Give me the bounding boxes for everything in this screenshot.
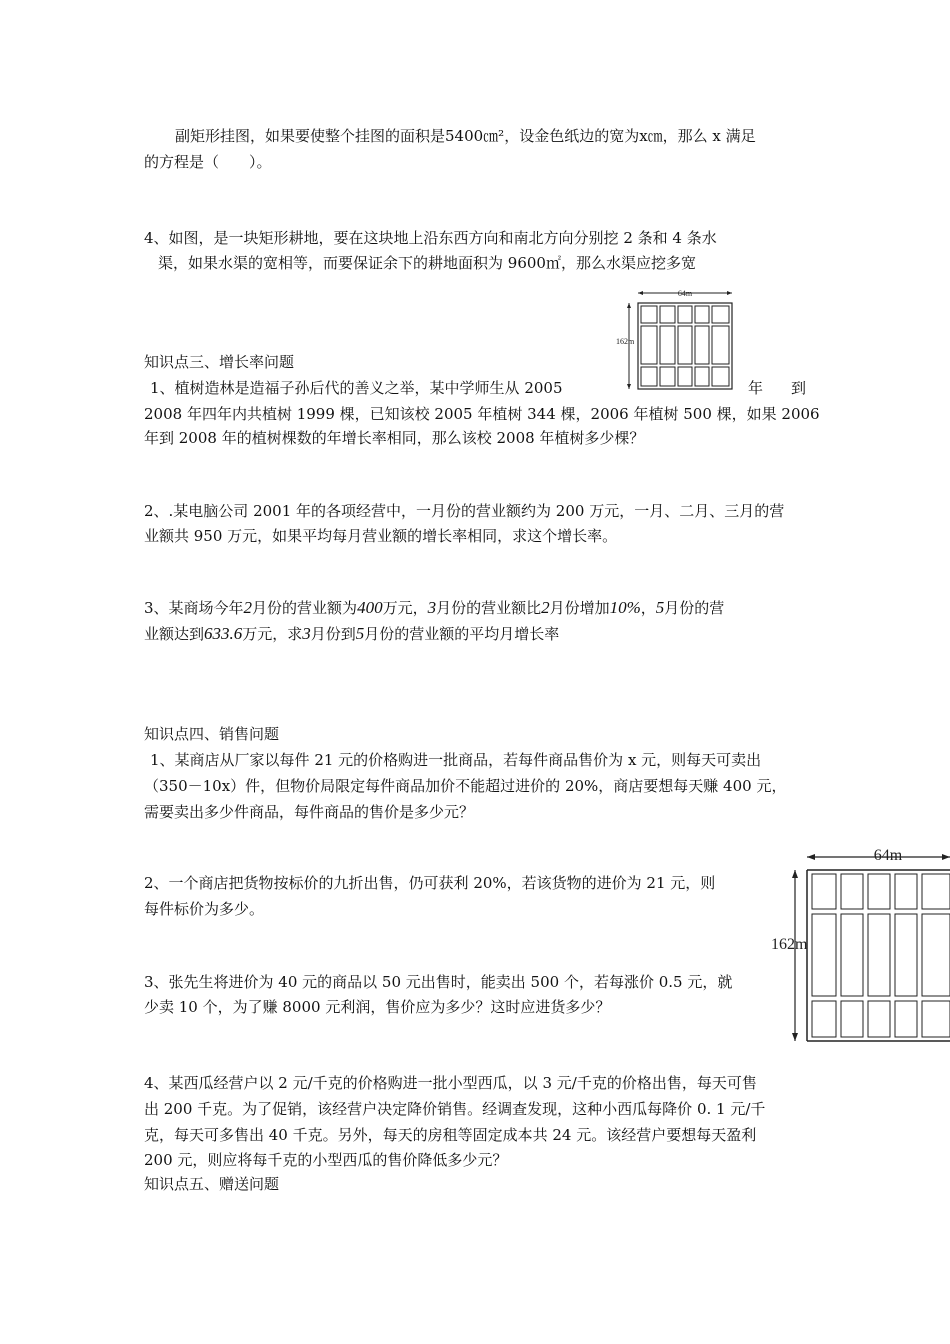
s3q3-num-3: 3 (427, 598, 437, 617)
s4q3-line1: 3、张先生将进价为 40 元的商品以 50 元出售时，能卖出 500 个，若每涨价 0.5 元，就 (144, 973, 733, 991)
s4q4-line4: 200 元，则应将每千克的小型西瓜的售价降低多少元？ (144, 1151, 508, 1169)
s3q2-line2: 业额共 950 万元，如果平均每月营业额的增长率相同，求这个增长率。 (144, 527, 618, 545)
s3q1-line1a: 1、植树造林是造福子孙后代的善义之举，某中学师生从 2005 (150, 379, 563, 397)
s4q1-line3: 需要卖出多少件商品，每件商品的售价是多少元？ (144, 803, 475, 821)
s3q1-line2: 2008 年四年内共植树 1999 棵，已知该校 2005 年植树 344 棵，2006 年植树 500 棵，如果 2006 (144, 405, 820, 423)
s3q3-text-b: 月份的营业额为 (252, 599, 358, 617)
s3q3-line2 (144, 622, 559, 646)
s3q3-text-f: ， (640, 599, 656, 617)
s3q3-num-9: 5 (355, 624, 365, 643)
field-diagram-small (614, 286, 738, 392)
s4q1-line2: （350－10x）件，但物价局限定每件商品加价不能超过进价的 20%，商店要想每天赚 400 元， (144, 777, 787, 795)
s4q4-line2: 出 200 千克。为了促销，该经营户决定降价销售。经调查发现，这种小西瓜每降价 0. 1 元/千 (144, 1100, 766, 1118)
s3q3-text-d: 月份的营业额比 (436, 599, 542, 617)
s3q1-line1b: 年 (748, 379, 764, 397)
s4q2-line1: 2、一个商店把货物按标价的九折出售，仍可获利 20%，若该货物的进价为 21 元，则 (144, 874, 716, 892)
width-label-large: 64m (873, 847, 903, 864)
s3q3-text-j: 月份到 (310, 625, 356, 643)
s4q2-line2: 每件标价为多少。 (144, 900, 265, 918)
s4q1-line1: 1、某商店从厂家以每件 21 元的价格购进一批商品，若每件商品售价为 x 元，则每天可卖出 (150, 751, 762, 769)
s4q4-line3: 克，每天可多售出 40 千克。另外，每天的房租等固定成本共 24 元。该经营户要想每天盈利 (144, 1126, 757, 1144)
s3q3-num-2: 400 (357, 598, 383, 617)
s3q2-line1: 2、.某电脑公司 2001 年的各项经营中，一月份的营业额约为 200 万元，一月、二月、三月的营 (144, 502, 785, 520)
section4-heading: 知识点四、销售问题 (144, 725, 280, 743)
s3q3-line1 (144, 596, 724, 620)
s3q1-line1c: 到 (791, 379, 807, 397)
s3q3-text-h: 业额达到 (144, 625, 205, 643)
s3q3-text-c: 万元， (382, 599, 428, 617)
field-diagram-large (770, 842, 950, 1047)
s3q3-text-g: 月份的营 (664, 599, 725, 617)
p1-line1: 副矩形挂图，如果要使整个挂图的面积是5400㎝²，设金色纸边的宽为x㎝，那么 x 满足 (175, 127, 756, 145)
s4q3-line2: 少卖 10 个，为了赚 8000 元利润，售价应为多少？这时应进货多少？ (144, 998, 611, 1016)
s3q3-text-k: 月份的营业额的平均月增长率 (364, 625, 560, 643)
section3-heading: 知识点三、增长率问题 (144, 353, 295, 371)
s3q3-num-4: 2 (541, 598, 550, 617)
p1-line2: 的方程是（ ）。 (144, 153, 272, 171)
s3q3-num-8: 3 (302, 624, 311, 643)
p2-line2: 渠，如果水渠的宽相等，而要保证余下的耕地面积为 9600㎡，那么水渠应挖多宽 (158, 254, 696, 272)
s4q4-line1: 4、某西瓜经营户以 2 元/千克的价格购进一批小型西瓜，以 3 元/千克的价格出售，每天可售 (144, 1074, 757, 1092)
height-label-small: 162m (616, 337, 635, 346)
width-label-small: 64m (677, 289, 693, 298)
s3q3-num-6: 5 (655, 598, 665, 617)
height-label-large: 162m (771, 936, 808, 953)
section5-heading: 知识点五、赠送问题 (144, 1175, 280, 1193)
s3q1-line3: 年到 2008 年的植树棵数的年增长率相同，那么该校 2008 年植树多少棵？ (144, 429, 645, 447)
s3q3-num-7: 633.6 (204, 624, 243, 643)
s3q3-num-1: 2 (243, 598, 253, 617)
p2-line1: 4、如图，是一块矩形耕地，要在这块地上沿东西方向和南北方向分别挖 2 条和 4 条水 (144, 229, 717, 247)
s3q3-num-5: 10% (609, 598, 641, 617)
s3q3-text-i: 万元，求 (242, 625, 303, 643)
s3q3-text-a: 3、某商场今年 (144, 599, 244, 617)
s3q3-text-e: 月份增加 (549, 599, 610, 617)
